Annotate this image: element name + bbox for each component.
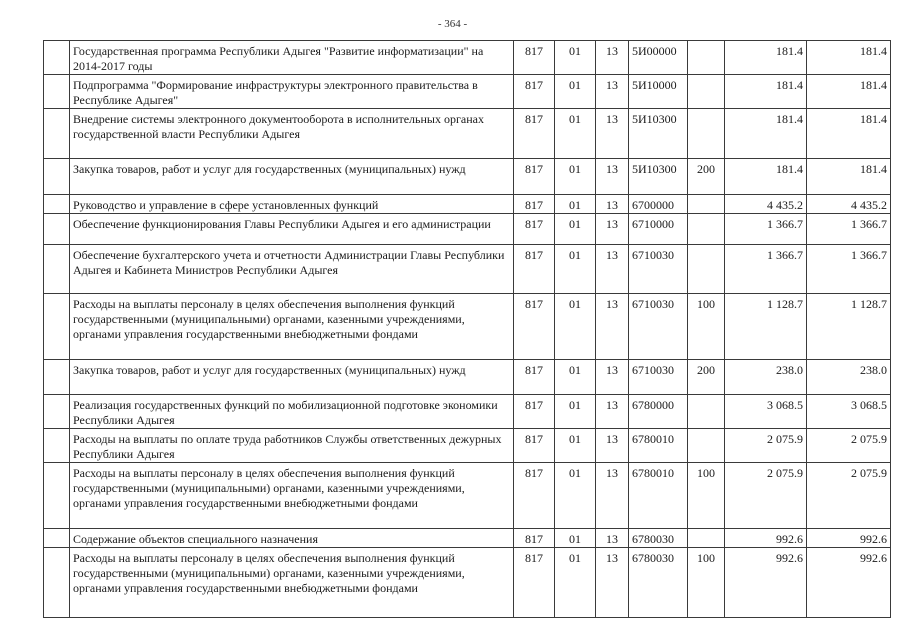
section-cell: 01	[555, 75, 596, 109]
table-row	[44, 395, 891, 429]
amount-cell: 992.6	[725, 529, 807, 548]
expense-name-cell: Содержание объектов специального назначения	[70, 529, 514, 548]
empty-cell	[44, 463, 70, 529]
expense-type-cell	[688, 75, 725, 109]
amount-cell: 1 366.7	[725, 245, 807, 294]
expense-type-cell	[688, 195, 725, 214]
expense-type-cell: 100	[688, 548, 725, 618]
subsection-cell: 13	[596, 214, 629, 245]
subsection-cell: 13	[596, 159, 629, 195]
target-article-cell: 6780010	[629, 463, 688, 529]
ministry-code-cell: 817	[514, 214, 555, 245]
subsection-cell: 13	[596, 245, 629, 294]
expense-name-cell: Расходы на выплаты персоналу в целях обеспечения выполнения функций государственными (муниципальными) органами, казенными учреждениями, органами управления государственными внебюджетными фондами	[70, 294, 514, 360]
subsection-cell: 13	[596, 529, 629, 548]
target-article-cell: 6780030	[629, 548, 688, 618]
section-cell: 01	[555, 429, 596, 463]
target-article-cell: 6780000	[629, 395, 688, 429]
expense-name-cell: Расходы на выплаты по оплате труда работников Службы ответственных дежурных Республики Адыгея	[70, 429, 514, 463]
section-cell: 01	[555, 109, 596, 159]
empty-cell	[44, 360, 70, 395]
amount-cell: 1 128.7	[807, 294, 891, 360]
amount-cell: 4 435.2	[725, 195, 807, 214]
expense-name-cell: Расходы на выплаты персоналу в целях обеспечения выполнения функций государственными (муниципальными) органами, казенными учреждениями, органами управления государственными внебюджетными фондами	[70, 548, 514, 618]
empty-cell	[44, 395, 70, 429]
empty-cell	[44, 41, 70, 75]
empty-cell	[44, 109, 70, 159]
subsection-cell: 13	[596, 360, 629, 395]
target-article-cell: 5И10300	[629, 109, 688, 159]
expense-name-cell: Обеспечение функционирования Главы Республики Адыгея и его администрации	[70, 214, 514, 245]
ministry-code-cell: 817	[514, 548, 555, 618]
expense-name-cell: Расходы на выплаты персоналу в целях обеспечения выполнения функций государственными (муниципальными) органами, казенными учреждениями, органами управления государственными внебюджетными фондами	[70, 463, 514, 529]
table-row	[44, 109, 891, 159]
amount-cell: 992.6	[807, 529, 891, 548]
amount-cell: 181.4	[807, 159, 891, 195]
subsection-cell: 13	[596, 429, 629, 463]
table-row	[44, 360, 891, 395]
amount-cell: 181.4	[807, 75, 891, 109]
amount-cell: 1 366.7	[807, 245, 891, 294]
subsection-cell: 13	[596, 548, 629, 618]
section-cell: 01	[555, 529, 596, 548]
expense-type-cell	[688, 41, 725, 75]
empty-cell	[44, 429, 70, 463]
empty-cell	[44, 159, 70, 195]
amount-cell: 1 366.7	[725, 214, 807, 245]
empty-cell	[44, 294, 70, 360]
subsection-cell: 13	[596, 294, 629, 360]
table-row	[44, 529, 891, 548]
section-cell: 01	[555, 214, 596, 245]
target-article-cell: 6780010	[629, 429, 688, 463]
expense-type-cell	[688, 109, 725, 159]
amount-cell: 992.6	[807, 548, 891, 618]
expense-type-cell	[688, 529, 725, 548]
empty-cell	[44, 529, 70, 548]
amount-cell: 992.6	[725, 548, 807, 618]
target-article-cell: 6710000	[629, 214, 688, 245]
target-article-cell: 6780030	[629, 529, 688, 548]
ministry-code-cell: 817	[514, 529, 555, 548]
table-row	[44, 159, 891, 195]
target-article-cell: 5И00000	[629, 41, 688, 75]
amount-cell: 181.4	[725, 109, 807, 159]
table-row	[44, 548, 891, 618]
expense-name-cell: Государственная программа Республики Адыгея "Развитие информатизации" на 2014-2017 годы	[70, 41, 514, 75]
amount-cell: 181.4	[725, 159, 807, 195]
subsection-cell: 13	[596, 41, 629, 75]
ministry-code-cell: 817	[514, 294, 555, 360]
target-article-cell: 6700000	[629, 195, 688, 214]
subsection-cell: 13	[596, 195, 629, 214]
page-number: - 364 -	[437, 18, 468, 30]
amount-cell: 1 128.7	[725, 294, 807, 360]
amount-cell: 4 435.2	[807, 195, 891, 214]
expense-name-cell: Реализация государственных функций по мобилизационной подготовке экономики Республики Адыгея	[70, 395, 514, 429]
empty-cell	[44, 214, 70, 245]
table-row	[44, 75, 891, 109]
expense-name-cell: Руководство и управление в сфере установленных функций	[70, 195, 514, 214]
section-cell: 01	[555, 195, 596, 214]
ministry-code-cell: 817	[514, 109, 555, 159]
ministry-code-cell: 817	[514, 41, 555, 75]
empty-cell	[44, 245, 70, 294]
table-row	[44, 41, 891, 75]
expense-name-cell: Внедрение системы электронного документооборота в исполнительных органах государственной власти Республики Адыгея	[70, 109, 514, 159]
section-cell: 01	[555, 159, 596, 195]
table-row	[44, 429, 891, 463]
subsection-cell: 13	[596, 75, 629, 109]
expense-name-cell: Закупка товаров, работ и услуг для государственных (муниципальных) нужд	[70, 159, 514, 195]
budget-table	[43, 40, 891, 618]
section-cell: 01	[555, 395, 596, 429]
amount-cell: 238.0	[725, 360, 807, 395]
expense-type-cell	[688, 395, 725, 429]
amount-cell: 3 068.5	[725, 395, 807, 429]
amount-cell: 3 068.5	[807, 395, 891, 429]
expense-type-cell: 200	[688, 360, 725, 395]
amount-cell: 2 075.9	[725, 429, 807, 463]
amount-cell: 181.4	[807, 41, 891, 75]
target-article-cell: 6710030	[629, 245, 688, 294]
empty-cell	[44, 548, 70, 618]
ministry-code-cell: 817	[514, 395, 555, 429]
expense-name-cell: Подпрограмма "Формирование инфраструктуры электронного правительства в Республике Адыгея"	[70, 75, 514, 109]
amount-cell: 2 075.9	[807, 463, 891, 529]
table-row	[44, 195, 891, 214]
amount-cell: 181.4	[725, 41, 807, 75]
section-cell: 01	[555, 548, 596, 618]
amount-cell: 181.4	[807, 109, 891, 159]
section-cell: 01	[555, 41, 596, 75]
section-cell: 01	[555, 294, 596, 360]
target-article-cell: 5И10300	[629, 159, 688, 195]
ministry-code-cell: 817	[514, 159, 555, 195]
empty-cell	[44, 195, 70, 214]
section-cell: 01	[555, 245, 596, 294]
expense-type-cell	[688, 214, 725, 245]
subsection-cell: 13	[596, 109, 629, 159]
table-row	[44, 245, 891, 294]
expense-type-cell	[688, 245, 725, 294]
expense-name-cell: Обеспечение бухгалтерского учета и отчетности Администрации Главы Республики Адыгея и Кабинета Министров Республики Адыгея	[70, 245, 514, 294]
budget-table-body	[44, 41, 891, 618]
target-article-cell: 6710030	[629, 360, 688, 395]
table-row	[44, 294, 891, 360]
subsection-cell: 13	[596, 463, 629, 529]
table-row	[44, 214, 891, 245]
amount-cell: 181.4	[725, 75, 807, 109]
amount-cell: 2 075.9	[807, 429, 891, 463]
expense-type-cell: 100	[688, 463, 725, 529]
amount-cell: 2 075.9	[725, 463, 807, 529]
section-cell: 01	[555, 360, 596, 395]
empty-cell	[44, 75, 70, 109]
target-article-cell: 6710030	[629, 294, 688, 360]
amount-cell: 1 366.7	[807, 214, 891, 245]
ministry-code-cell: 817	[514, 463, 555, 529]
subsection-cell: 13	[596, 395, 629, 429]
expense-type-cell: 200	[688, 159, 725, 195]
ministry-code-cell: 817	[514, 75, 555, 109]
ministry-code-cell: 817	[514, 245, 555, 294]
ministry-code-cell: 817	[514, 429, 555, 463]
section-cell: 01	[555, 463, 596, 529]
expense-type-cell	[688, 429, 725, 463]
ministry-code-cell: 817	[514, 360, 555, 395]
amount-cell: 238.0	[807, 360, 891, 395]
expense-type-cell: 100	[688, 294, 725, 360]
ministry-code-cell: 817	[514, 195, 555, 214]
table-row	[44, 463, 891, 529]
expense-name-cell: Закупка товаров, работ и услуг для государственных (муниципальных) нужд	[70, 360, 514, 395]
target-article-cell: 5И10000	[629, 75, 688, 109]
